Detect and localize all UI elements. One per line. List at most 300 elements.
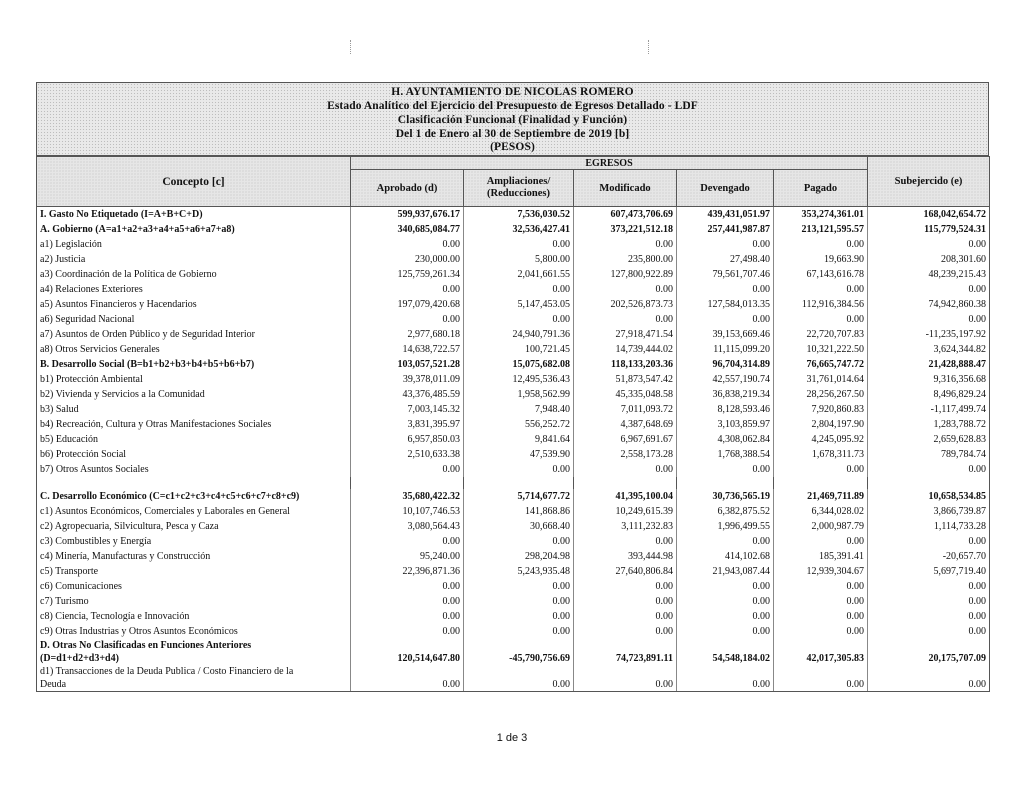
concepto-text: a6) Seguridad Nacional xyxy=(40,314,135,325)
table-row xyxy=(37,207,990,223)
pagado-cell: 0.00 xyxy=(774,594,868,609)
table-row xyxy=(37,222,990,237)
concepto-text: a5) Asuntos Financieros y Hacendarios xyxy=(40,299,197,310)
concepto-text: C. Desarrollo Económico (C=c1+c2+c3+c4+c5+c6+c7+c8+c9) xyxy=(40,491,300,502)
modificado-cell: 0.00 xyxy=(574,665,677,692)
ampliaciones-cell: 5,800.00 xyxy=(464,252,574,267)
pagado-cell: 0.00 xyxy=(774,579,868,594)
egresos-header: EGRESOS xyxy=(351,157,868,170)
ampliaciones-header-line2: (Reducciones) xyxy=(487,188,550,199)
concepto-cell xyxy=(37,387,351,402)
pagado-cell: 4,245,095.92 xyxy=(774,432,868,447)
subejercido-cell: 0.00 xyxy=(868,579,990,594)
subejercido-cell: 0.00 xyxy=(868,237,990,252)
subejercido-cell: 3,866,739.87 xyxy=(868,504,990,519)
table-row xyxy=(37,489,990,504)
ampliaciones-cell: 12,495,536.43 xyxy=(464,372,574,387)
concepto-cell xyxy=(37,519,351,534)
ampliaciones-cell: -45,790,756.69 xyxy=(464,639,574,665)
subejercido-cell: 0.00 xyxy=(868,665,990,692)
pagado-cell: 0.00 xyxy=(774,534,868,549)
concepto-text: c1) Asuntos Económicos, Comerciales y Laborales en General xyxy=(40,506,290,517)
pagado-cell: 22,720,707.83 xyxy=(774,327,868,342)
pagado-cell: 0.00 xyxy=(774,624,868,639)
modificado-cell: 0.00 xyxy=(574,579,677,594)
subejercido-cell: 9,316,356.68 xyxy=(868,372,990,387)
devengado-cell: 0.00 xyxy=(677,594,774,609)
devengado-cell: 414,102.68 xyxy=(677,549,774,564)
concepto-cell xyxy=(37,564,351,579)
concepto-text: A. Gobierno (A=a1+a2+a3+a4+a5+a6+a7+a8) xyxy=(40,224,235,235)
concepto-cell xyxy=(37,267,351,282)
concepto-text: B. Desarrollo Social (B=b1+b2+b3+b4+b5+b6+b7) xyxy=(40,359,255,370)
subejercido-cell: 115,779,524.31 xyxy=(868,222,990,237)
devengado-cell: 0.00 xyxy=(677,282,774,297)
devengado-cell: 0.00 xyxy=(677,609,774,624)
aprobado-cell: 7,003,145.32 xyxy=(351,402,464,417)
empty-cell xyxy=(868,477,990,489)
devengado-cell: 79,561,707.46 xyxy=(677,267,774,282)
devengado-cell: 0.00 xyxy=(677,624,774,639)
aprobado-cell: 0.00 xyxy=(351,534,464,549)
concepto-text: a2) Justicia xyxy=(40,254,86,265)
concepto-cell xyxy=(37,665,351,692)
ampliaciones-cell: 298,204.98 xyxy=(464,549,574,564)
devengado-cell: 0.00 xyxy=(677,462,774,477)
aprobado-cell: 22,396,871.36 xyxy=(351,564,464,579)
concepto-cell xyxy=(37,327,351,342)
currency-unit: (PESOS) xyxy=(490,141,535,153)
devengado-header: Devengado xyxy=(677,170,774,207)
modificado-cell: 235,800.00 xyxy=(574,252,677,267)
pagado-cell: 0.00 xyxy=(774,312,868,327)
concepto-text: I. Gasto No Etiquetado (I=A+B+C+D) xyxy=(40,209,203,220)
devengado-cell: 439,431,051.97 xyxy=(677,207,774,223)
modificado-cell: 0.00 xyxy=(574,312,677,327)
pagado-cell: 42,017,305.83 xyxy=(774,639,868,665)
aprobado-cell: 2,977,680.18 xyxy=(351,327,464,342)
concepto-text: a3) Coordinación de la Política de Gobierno xyxy=(40,269,217,280)
aprobado-cell: 103,057,521.28 xyxy=(351,357,464,372)
pagado-cell: 19,663.90 xyxy=(774,252,868,267)
pagado-cell: 112,916,384.56 xyxy=(774,297,868,312)
concepto-cell xyxy=(37,222,351,237)
ampliaciones-cell: 0.00 xyxy=(464,282,574,297)
ampliaciones-cell: 5,714,677.72 xyxy=(464,489,574,504)
concepto-cell xyxy=(37,312,351,327)
table-row xyxy=(37,312,990,327)
aprobado-cell: 0.00 xyxy=(351,665,464,692)
devengado-cell: 96,704,314.89 xyxy=(677,357,774,372)
concepto-text: c7) Turismo xyxy=(40,596,89,607)
pagado-cell: 0.00 xyxy=(774,282,868,297)
ampliaciones-cell: 0.00 xyxy=(464,609,574,624)
concepto-text: a8) Otros Servicios Generales xyxy=(40,344,160,355)
pagado-cell: 12,939,304.67 xyxy=(774,564,868,579)
table-row xyxy=(37,237,990,252)
ampliaciones-cell: 15,075,682.08 xyxy=(464,357,574,372)
ampliaciones-cell: 0.00 xyxy=(464,462,574,477)
concepto-cell xyxy=(37,357,351,372)
table-body xyxy=(37,207,990,692)
subejercido-cell: 168,042,654.72 xyxy=(868,207,990,223)
pagado-cell: 0.00 xyxy=(774,609,868,624)
pagado-cell: 6,344,028.02 xyxy=(774,504,868,519)
aprobado-cell: 3,080,564.43 xyxy=(351,519,464,534)
aprobado-cell: 0.00 xyxy=(351,282,464,297)
pagado-cell: 28,256,267.50 xyxy=(774,387,868,402)
concepto-text: a7) Asuntos de Orden Público y de Seguridad Interior xyxy=(40,329,255,340)
table-row xyxy=(37,519,990,534)
concepto-text-continued: Deuda xyxy=(40,679,67,690)
table-row xyxy=(37,462,990,477)
concepto-text: c4) Minería, Manufacturas y Construcción xyxy=(40,551,211,562)
ampliaciones-cell: 0.00 xyxy=(464,594,574,609)
aprobado-cell: 0.00 xyxy=(351,624,464,639)
table-row xyxy=(37,402,990,417)
modificado-cell: 51,873,547.42 xyxy=(574,372,677,387)
table-row xyxy=(37,282,990,297)
modificado-cell: 0.00 xyxy=(574,237,677,252)
concepto-text: b4) Recreación, Cultura y Otras Manifestaciones Sociales xyxy=(40,419,272,430)
table-row xyxy=(37,447,990,462)
modificado-cell: 41,395,100.04 xyxy=(574,489,677,504)
aprobado-cell: 35,680,422.32 xyxy=(351,489,464,504)
table-row xyxy=(37,564,990,579)
concepto-text: c8) Ciencia, Tecnología e Innovación xyxy=(40,611,190,622)
devengado-cell: 0.00 xyxy=(677,579,774,594)
aprobado-header: Aprobado (d) xyxy=(351,170,464,207)
devengado-cell: 0.00 xyxy=(677,534,774,549)
table-row xyxy=(37,297,990,312)
aprobado-cell: 0.00 xyxy=(351,609,464,624)
pagado-cell: 76,665,747.72 xyxy=(774,357,868,372)
aprobado-cell: 0.00 xyxy=(351,579,464,594)
ampliaciones-cell: 32,536,427.41 xyxy=(464,222,574,237)
subejercido-cell: 1,114,733.28 xyxy=(868,519,990,534)
subejercido-cell: 10,658,534.85 xyxy=(868,489,990,504)
ampliaciones-cell: 141,868.86 xyxy=(464,504,574,519)
table-row xyxy=(37,432,990,447)
ampliaciones-cell: 556,252.72 xyxy=(464,417,574,432)
pagado-cell: 2,804,197.90 xyxy=(774,417,868,432)
concepto-cell xyxy=(37,207,351,223)
pagado-cell: 185,391.41 xyxy=(774,549,868,564)
aprobado-cell: 340,685,084.77 xyxy=(351,222,464,237)
modificado-cell: 6,967,691.67 xyxy=(574,432,677,447)
subejercido-cell: -20,657.70 xyxy=(868,549,990,564)
subejercido-cell: 789,784.74 xyxy=(868,447,990,462)
concepto-text: b5) Educación xyxy=(40,434,99,445)
ampliaciones-cell: 2,041,661.55 xyxy=(464,267,574,282)
subejercido-header: Subejercido (e) xyxy=(868,157,990,207)
devengado-cell: 54,548,184.02 xyxy=(677,639,774,665)
report-period: Del 1 de Enero al 30 de Septiembre de 2019 [b] xyxy=(395,128,630,140)
aprobado-cell: 2,510,633.38 xyxy=(351,447,464,462)
subejercido-cell: 0.00 xyxy=(868,609,990,624)
table-row xyxy=(37,252,990,267)
subejercido-cell: 21,428,888.47 xyxy=(868,357,990,372)
concepto-text: D. Otras No Clasificadas en Funciones Anteriores xyxy=(40,640,252,651)
aprobado-cell: 3,831,395.97 xyxy=(351,417,464,432)
concepto-cell xyxy=(37,237,351,252)
concepto-cell xyxy=(37,579,351,594)
concepto-text: c3) Combustibles y Energía xyxy=(40,536,152,547)
ampliaciones-cell: 5,243,935.48 xyxy=(464,564,574,579)
concepto-text: c5) Transporte xyxy=(40,566,99,577)
modificado-cell: 373,221,512.18 xyxy=(574,222,677,237)
devengado-cell: 0.00 xyxy=(677,237,774,252)
table-row xyxy=(37,504,990,519)
concepto-text-continued: (D=d1+d2+d3+d4) xyxy=(40,653,119,664)
concepto-text: b3) Salud xyxy=(40,404,79,415)
concepto-cell xyxy=(37,342,351,357)
devengado-cell: 1,996,499.55 xyxy=(677,519,774,534)
modificado-cell: 45,335,048.58 xyxy=(574,387,677,402)
modificado-cell: 0.00 xyxy=(574,462,677,477)
concepto-cell xyxy=(37,609,351,624)
concepto-cell xyxy=(37,252,351,267)
modificado-cell: 393,444.98 xyxy=(574,549,677,564)
modificado-cell: 0.00 xyxy=(574,624,677,639)
pagado-cell: 10,321,222.50 xyxy=(774,342,868,357)
ampliaciones-cell: 100,721.45 xyxy=(464,342,574,357)
table-row xyxy=(37,342,990,357)
modificado-cell: 27,918,471.54 xyxy=(574,327,677,342)
table-row xyxy=(37,534,990,549)
ampliaciones-cell: 9,841.64 xyxy=(464,432,574,447)
subejercido-cell: 20,175,707.09 xyxy=(868,639,990,665)
table-row xyxy=(37,357,990,372)
modificado-cell: 0.00 xyxy=(574,609,677,624)
concepto-text: b6) Protección Social xyxy=(40,449,127,460)
concepto-cell xyxy=(37,534,351,549)
concepto-cell xyxy=(37,639,351,665)
concepto-cell xyxy=(37,549,351,564)
aprobado-cell: 6,957,850.03 xyxy=(351,432,464,447)
aprobado-cell: 0.00 xyxy=(351,462,464,477)
subejercido-cell: 74,942,860.38 xyxy=(868,297,990,312)
concepto-cell xyxy=(37,372,351,387)
aprobado-cell: 14,638,722.57 xyxy=(351,342,464,357)
concepto-cell xyxy=(37,432,351,447)
modificado-cell: 3,111,232.83 xyxy=(574,519,677,534)
table-row xyxy=(37,579,990,594)
pagado-cell: 0.00 xyxy=(774,665,868,692)
subejercido-cell: 1,283,788.72 xyxy=(868,417,990,432)
pagado-cell: 1,678,311.73 xyxy=(774,447,868,462)
aprobado-cell: 125,759,261.34 xyxy=(351,267,464,282)
ampliaciones-cell: 5,147,453.05 xyxy=(464,297,574,312)
aprobado-cell: 0.00 xyxy=(351,237,464,252)
devengado-cell: 21,943,087.44 xyxy=(677,564,774,579)
pagado-cell: 0.00 xyxy=(774,237,868,252)
empty-cell xyxy=(351,477,464,489)
devengado-cell: 11,115,099.20 xyxy=(677,342,774,357)
empty-cell xyxy=(677,477,774,489)
entity-name: H. AYUNTAMIENTO DE NICOLAS ROMERO xyxy=(391,86,634,98)
devengado-cell: 36,838,219.34 xyxy=(677,387,774,402)
devengado-cell: 6,382,875.52 xyxy=(677,504,774,519)
report-header xyxy=(36,82,989,156)
concepto-cell xyxy=(37,447,351,462)
pagado-cell: 7,920,860.83 xyxy=(774,402,868,417)
pagado-cell: 213,121,595.57 xyxy=(774,222,868,237)
concepto-cell xyxy=(37,297,351,312)
budget-table xyxy=(36,156,990,692)
subejercido-cell: 0.00 xyxy=(868,624,990,639)
subejercido-cell: 48,239,215.43 xyxy=(868,267,990,282)
ampliaciones-cell: 7,948.40 xyxy=(464,402,574,417)
modificado-cell: 0.00 xyxy=(574,534,677,549)
empty-cell xyxy=(37,477,351,489)
devengado-cell: 0.00 xyxy=(677,665,774,692)
modificado-cell: 14,739,444.02 xyxy=(574,342,677,357)
report-title: Estado Analítico del Ejercicio del Presupuesto de Egresos Detallado - LDF xyxy=(327,100,698,112)
ampliaciones-header-line1: Ampliaciones/ xyxy=(486,176,551,187)
devengado-cell: 39,153,669.46 xyxy=(677,327,774,342)
table-row xyxy=(37,372,990,387)
pagado-cell: 67,143,616.78 xyxy=(774,267,868,282)
concepto-text: b1) Protección Ambiental xyxy=(40,374,143,385)
page-number: 1 de 3 xyxy=(496,732,528,744)
table-row xyxy=(37,549,990,564)
modificado-cell: 0.00 xyxy=(574,594,677,609)
aprobado-cell: 0.00 xyxy=(351,312,464,327)
ampliaciones-cell: 0.00 xyxy=(464,665,574,692)
devengado-cell: 8,128,593.46 xyxy=(677,402,774,417)
aprobado-cell: 230,000.00 xyxy=(351,252,464,267)
subejercido-cell: 0.00 xyxy=(868,534,990,549)
subejercido-cell: 208,301.60 xyxy=(868,252,990,267)
subejercido-cell: -1,117,499.74 xyxy=(868,402,990,417)
ampliaciones-cell: 30,668.40 xyxy=(464,519,574,534)
modificado-cell: 127,800,922.89 xyxy=(574,267,677,282)
modificado-header: Modificado xyxy=(574,170,677,207)
subejercido-cell: 0.00 xyxy=(868,312,990,327)
ampliaciones-cell: 7,536,030.52 xyxy=(464,207,574,223)
table-row xyxy=(37,267,990,282)
aprobado-cell: 599,937,676.17 xyxy=(351,207,464,223)
pagado-cell: 2,000,987.79 xyxy=(774,519,868,534)
concepto-cell xyxy=(37,594,351,609)
aprobado-cell: 39,378,011.09 xyxy=(351,372,464,387)
empty-cell xyxy=(464,477,574,489)
modificado-cell: 118,133,203.36 xyxy=(574,357,677,372)
pagado-header: Pagado xyxy=(774,170,868,207)
modificado-cell: 202,526,873.73 xyxy=(574,297,677,312)
ampliaciones-cell: 0.00 xyxy=(464,579,574,594)
subejercido-cell: 0.00 xyxy=(868,282,990,297)
concepto-text: c9) Otras Industrias y Otros Asuntos Económicos xyxy=(40,626,238,637)
devengado-cell: 27,498.40 xyxy=(677,252,774,267)
ampliaciones-cell: 24,940,791.36 xyxy=(464,327,574,342)
ampliaciones-cell: 1,958,562.99 xyxy=(464,387,574,402)
devengado-cell: 0.00 xyxy=(677,312,774,327)
spacer-row xyxy=(37,477,990,489)
concepto-text: c6) Comunicaciones xyxy=(40,581,122,592)
devengado-cell: 3,103,859.97 xyxy=(677,417,774,432)
concepto-text: a4) Relaciones Exteriores xyxy=(40,284,143,295)
devengado-cell: 4,308,062.84 xyxy=(677,432,774,447)
concepto-cell xyxy=(37,417,351,432)
modificado-cell: 27,640,806.84 xyxy=(574,564,677,579)
aprobado-cell: 95,240.00 xyxy=(351,549,464,564)
modificado-cell: 0.00 xyxy=(574,282,677,297)
scan-mark xyxy=(648,40,650,54)
concepto-cell xyxy=(37,282,351,297)
pagado-cell: 21,469,711.89 xyxy=(774,489,868,504)
ampliaciones-header xyxy=(464,170,574,207)
ampliaciones-cell: 0.00 xyxy=(464,624,574,639)
subejercido-cell: 8,496,829.24 xyxy=(868,387,990,402)
scan-mark xyxy=(350,40,352,54)
aprobado-cell: 197,079,420.68 xyxy=(351,297,464,312)
subejercido-cell: 2,659,628.83 xyxy=(868,432,990,447)
modificado-cell: 607,473,706.69 xyxy=(574,207,677,223)
pagado-cell: 353,274,361.01 xyxy=(774,207,868,223)
ampliaciones-cell: 0.00 xyxy=(464,237,574,252)
subejercido-cell: 3,624,344.82 xyxy=(868,342,990,357)
devengado-cell: 30,736,565.19 xyxy=(677,489,774,504)
modificado-cell: 10,249,615.39 xyxy=(574,504,677,519)
ampliaciones-cell: 0.00 xyxy=(464,312,574,327)
table-row xyxy=(37,594,990,609)
subejercido-cell: 0.00 xyxy=(868,462,990,477)
table-row xyxy=(37,417,990,432)
empty-cell xyxy=(574,477,677,489)
concepto-cell xyxy=(37,624,351,639)
concepto-cell xyxy=(37,402,351,417)
modificado-cell: 74,723,891.11 xyxy=(574,639,677,665)
subejercido-cell: 5,697,719.40 xyxy=(868,564,990,579)
concepto-cell xyxy=(37,504,351,519)
table-row xyxy=(37,387,990,402)
aprobado-cell: 10,107,746.53 xyxy=(351,504,464,519)
concepto-text: b2) Vivienda y Servicios a la Comunidad xyxy=(40,389,205,400)
ampliaciones-cell: 47,539.90 xyxy=(464,447,574,462)
table-row xyxy=(37,609,990,624)
empty-cell xyxy=(774,477,868,489)
ampliaciones-cell: 0.00 xyxy=(464,534,574,549)
subejercido-cell: 0.00 xyxy=(868,594,990,609)
subejercido-cell: -11,235,197.92 xyxy=(868,327,990,342)
concepto-cell xyxy=(37,462,351,477)
aprobado-cell: 43,376,485.59 xyxy=(351,387,464,402)
devengado-cell: 257,441,987.87 xyxy=(677,222,774,237)
table-row xyxy=(37,639,990,665)
classification-title: Clasificación Funcional (Finalidad y Función) xyxy=(397,114,628,126)
table-row xyxy=(37,327,990,342)
table-row xyxy=(37,665,990,692)
devengado-cell: 127,584,013.35 xyxy=(677,297,774,312)
modificado-cell: 4,387,648.69 xyxy=(574,417,677,432)
concepto-text: d1) Transacciones de la Deuda Publica / Costo Financiero de la xyxy=(40,666,294,677)
concepto-text: c2) Agropecuaria, Silvicultura, Pesca y Caza xyxy=(40,521,219,532)
devengado-cell: 1,768,388.54 xyxy=(677,447,774,462)
devengado-cell: 42,557,190.74 xyxy=(677,372,774,387)
pagado-cell: 0.00 xyxy=(774,462,868,477)
concepto-text: a1) Legislación xyxy=(40,239,102,250)
pagado-cell: 31,761,014.64 xyxy=(774,372,868,387)
table-row xyxy=(37,624,990,639)
aprobado-cell: 120,514,647.80 xyxy=(351,639,464,665)
modificado-cell: 7,011,093.72 xyxy=(574,402,677,417)
concepto-header: Concepto [c] xyxy=(37,157,351,207)
aprobado-cell: 0.00 xyxy=(351,594,464,609)
modificado-cell: 2,558,173.28 xyxy=(574,447,677,462)
concepto-cell xyxy=(37,489,351,504)
